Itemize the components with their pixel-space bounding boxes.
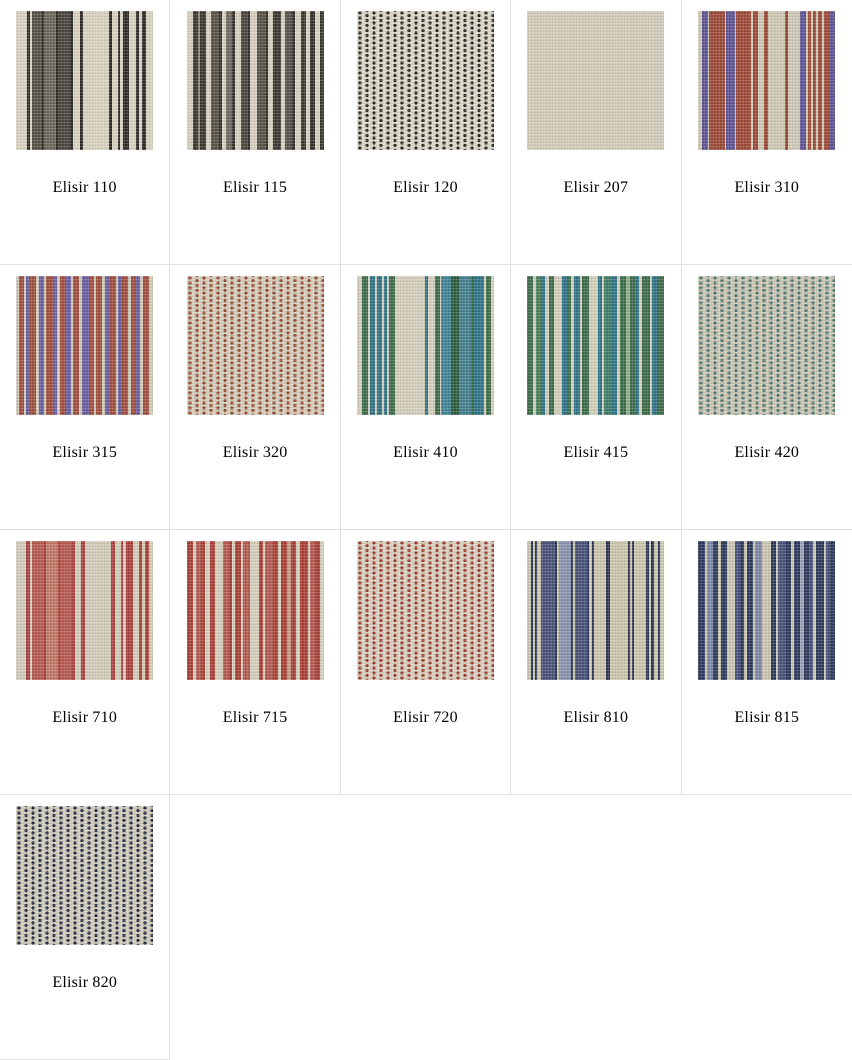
fabric-swatch-image[interactable] bbox=[527, 11, 664, 150]
fabric-swatch-image[interactable] bbox=[357, 11, 494, 150]
fabric-swatch-image[interactable] bbox=[16, 806, 153, 945]
fabric-swatch-image[interactable] bbox=[16, 541, 153, 680]
product-card[interactable] bbox=[0, 265, 170, 530]
fabric-swatch-image[interactable] bbox=[357, 541, 494, 680]
product-label: Elisir 710 bbox=[52, 709, 118, 726]
product-card[interactable] bbox=[170, 530, 340, 795]
product-card[interactable] bbox=[341, 530, 511, 795]
fabric-swatch-image[interactable] bbox=[698, 276, 835, 415]
product-card[interactable] bbox=[511, 265, 681, 530]
product-card[interactable] bbox=[682, 0, 852, 265]
product-label: Elisir 110 bbox=[52, 179, 117, 196]
fabric-swatch-image[interactable] bbox=[187, 11, 324, 150]
product-card[interactable] bbox=[682, 265, 852, 530]
fabric-swatch-image[interactable] bbox=[16, 276, 153, 415]
product-label: Elisir 207 bbox=[563, 179, 629, 196]
product-card[interactable] bbox=[0, 0, 170, 265]
product-card[interactable] bbox=[511, 530, 681, 795]
fabric-swatch-image[interactable] bbox=[357, 276, 494, 415]
product-label: Elisir 715 bbox=[222, 709, 288, 726]
product-label: Elisir 320 bbox=[222, 444, 288, 461]
product-label: Elisir 820 bbox=[52, 974, 118, 991]
product-card[interactable] bbox=[170, 0, 340, 265]
product-card[interactable] bbox=[0, 795, 170, 1060]
product-label: Elisir 115 bbox=[223, 179, 288, 196]
fabric-swatch-image[interactable] bbox=[16, 11, 153, 150]
product-label: Elisir 810 bbox=[563, 709, 629, 726]
product-label: Elisir 120 bbox=[393, 179, 458, 196]
product-label: Elisir 720 bbox=[393, 709, 458, 726]
product-card[interactable] bbox=[682, 530, 852, 795]
product-label: Elisir 420 bbox=[734, 444, 800, 461]
fabric-swatch-image[interactable] bbox=[187, 276, 324, 415]
fabric-swatch-image[interactable] bbox=[527, 276, 664, 415]
product-card[interactable] bbox=[511, 0, 681, 265]
product-label: Elisir 310 bbox=[734, 179, 800, 196]
product-card[interactable] bbox=[0, 530, 170, 795]
fabric-swatch-image[interactable] bbox=[527, 541, 664, 680]
product-label: Elisir 410 bbox=[393, 444, 458, 461]
fabric-swatch-image[interactable] bbox=[698, 11, 835, 150]
product-label: Elisir 415 bbox=[563, 444, 629, 461]
product-label: Elisir 815 bbox=[734, 709, 800, 726]
product-label: Elisir 315 bbox=[52, 444, 118, 461]
product-card[interactable] bbox=[341, 0, 511, 265]
fabric-swatch-image[interactable] bbox=[698, 541, 835, 680]
product-card[interactable] bbox=[341, 265, 511, 530]
fabric-swatch-image[interactable] bbox=[187, 541, 324, 680]
product-card[interactable] bbox=[170, 265, 340, 530]
